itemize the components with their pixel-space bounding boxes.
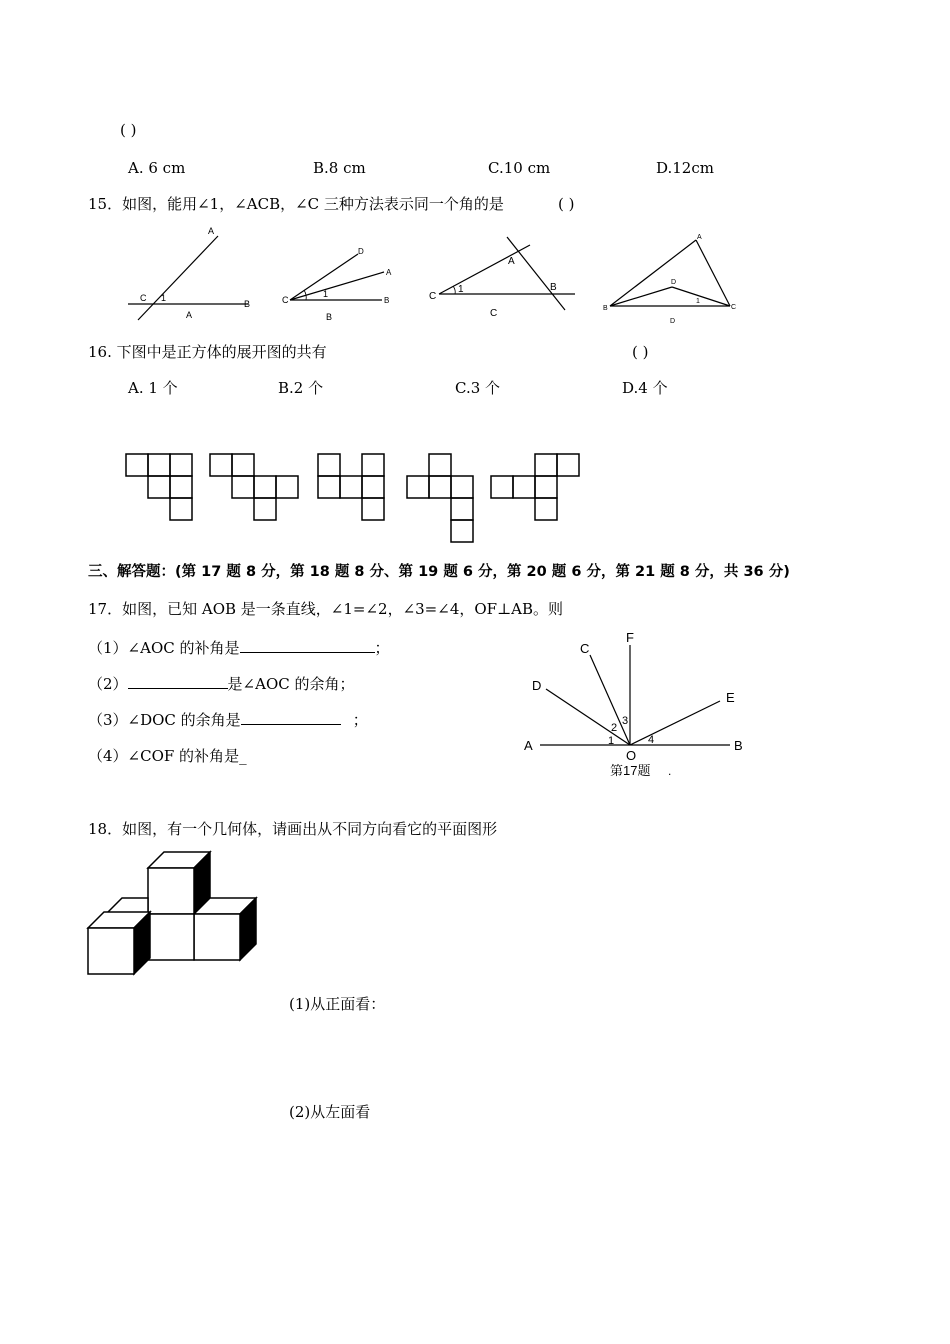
cube-net-3 [318,454,384,520]
cube-net-5 [491,454,579,520]
section-3-heading: 三、解答题：(第 17 题 8 分，第 18 题 8 分、第 19 题 6 分，第 20 题 6 分，第 21 题 8 分，共 36 分) [88,564,790,580]
fig-d-caption: D [670,318,676,325]
q17-stem: 17．如图，已知 AOB 是一条直线，∠1=∠2，∠3=∠4，OF⊥AB。则 [88,600,564,618]
q17-caption: 第17题 [610,763,651,778]
q17-sub2-blank [128,674,228,689]
q17-sub1-blank [240,638,375,653]
q18-front-view-label: (1)从正面看： [289,995,386,1013]
fig-c-label-b: B [550,282,557,293]
q17-sub1: （1）∠AOC 的补角是 ； [88,639,390,657]
fig-a-label-c: C [140,293,147,303]
fig-d-label-b: B [603,305,608,312]
q17-caption-dot: . [668,764,672,778]
q17-label-3: 3 [622,715,629,727]
q17-label-4: 4 [648,734,655,746]
q15-figure-a [120,222,260,322]
cube-nets-figure [120,450,590,550]
q15-figure-c [425,232,580,322]
q17-sub2: （2） 是∠AOC 的余角； [88,675,355,693]
q17-label-2: 2 [611,722,618,734]
fig-b-label-1: 1 [323,289,329,299]
fig-b-label-a: A [386,268,392,277]
q16-stem: 16. 下图中是正方体的展开图的共有 [88,343,327,361]
q16-option-b: B.2 个 [278,379,324,397]
q17-label-d: D [532,678,542,693]
fig-b-caption: B [326,312,333,322]
fig-d-label-1: 1 [696,298,700,305]
q18-stem: 18．如图，有一个几何体，请画出从不同方向看它的平面图形 [88,820,498,838]
fig-a-label-a: A [208,226,215,236]
fig-a-caption: A [186,310,193,320]
fig-c-caption: C [490,308,498,319]
q17-label-a: A [524,738,533,753]
q17-label-e: E [726,690,735,705]
q14-option-a: A. 6 cm [128,159,186,177]
fig-b-label-c: C [282,295,289,305]
fig-c-label-1: 1 [458,284,464,295]
q16-option-c: C.3 个 [455,379,501,397]
q15-answer-paren: ( ) [558,195,575,213]
q17-label-1: 1 [608,735,615,747]
cube-net-1 [126,454,192,520]
q18-left-view-label: (2)从左面看 [289,1103,371,1121]
q18-solid-figure [86,850,261,975]
q14-option-c: C.10 cm [488,159,551,177]
q14-option-d: D.12cm [656,159,714,177]
q17-sub4: （4）∠COF 的补角是_ [88,747,247,765]
cube-net-4 [407,454,473,542]
fig-d-label-a: A [697,234,702,241]
fig-a-label-1: 1 [161,293,167,303]
q17-label-b: B [734,738,743,753]
q17-label-c: C [580,641,590,656]
q16-option-a: A. 1 个 [128,379,178,397]
q17-sub3: （3）∠DOC 的余角是 ； [88,711,368,729]
q14-answer-paren: ( ) [120,121,137,139]
fig-c-label-c: C [429,291,437,302]
cube-net-2 [210,454,298,520]
q16-option-d: D.4 个 [622,379,668,397]
q17-label-o: O [626,748,637,763]
q15-figure-d [600,228,740,328]
q16-answer-paren: ( ) [632,343,649,361]
fig-d-label-c: C [731,304,737,311]
fig-d-label-d: D [671,279,677,286]
fig-a-label-b: B [244,299,251,309]
q15-stem: 15．如图，能用∠1，∠ACB，∠C 三种方法表示同一个角的是 [88,195,504,213]
fig-c-label-a: A [508,256,515,267]
q17-sub3-blank [241,710,341,725]
fig-b-label-d: D [358,247,364,256]
q17-label-f: F [626,630,634,645]
q15-figure-b [280,242,400,327]
q17-figure [520,625,760,785]
fig-b-label-b: B [384,296,390,305]
q14-option-b: B.8 cm [313,159,366,177]
